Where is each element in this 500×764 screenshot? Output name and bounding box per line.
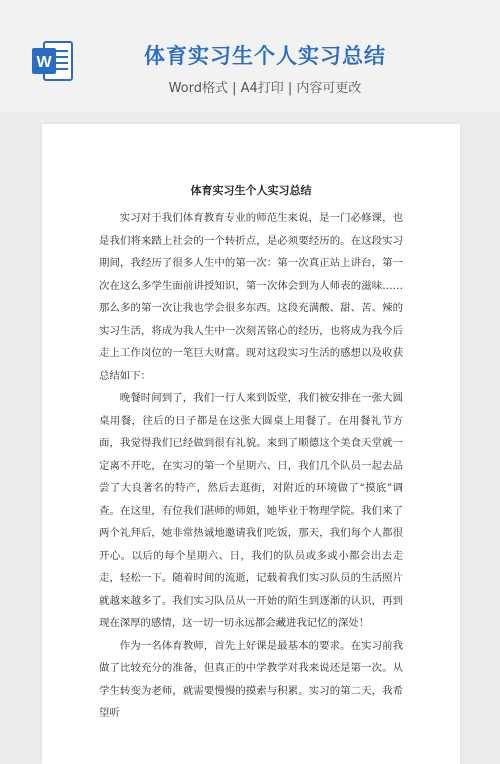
document-body <box>99 207 403 725</box>
page-title: 体育实习生个人实习总结 <box>144 44 386 68</box>
paragraph-1: 实习对于我们体育教育专业的师范生来说，是一门必修课，也是我们将来踏上社会的一个转折点，是必须要经历的。在这段实习期间，我经历了很多人生中的第一次：第一次真正站上讲台，第一次在这么多学生面前讲授知识，第一次体会到为人师表的滋味……那么多的第一次让我也学会很多东西。这段充满酸、甜、苦、辣的实习生活，将成为我人生中一次刻苦铭心的经历，也将成为我今后走上工作岗位的一笔巨大财富。现对这段实习生活的感想以及收获总结如下： <box>99 212 403 382</box>
page-subtitle: Word格式 | A4打印 | 内容可更改 <box>168 81 362 96</box>
paragraph-3: 作为一名体育教师，首先上好课是最基本的要求。在实习前我做了比较充分的准备，但真正的中学教学对我来说还是第一次。从学生转变为老师，就需要慢慢的摸索与积累。实习的第二天，我希望听 <box>99 639 403 719</box>
document-title: 体育实习生个人实习总结 <box>190 184 312 197</box>
word-icon-letter: W <box>36 54 52 71</box>
preview-header <box>0 0 500 112</box>
word-doc-icon <box>30 38 76 84</box>
paragraph-2: 晚餐时间到了，我们一行人来到饭堂，我们被安排在一张大圆桌用餐，往后的日子都是在这张大圆桌上用餐了。在用餐礼节方面，我觉得我们已经做到很有礼貌。来到了顺德这个美食天堂就一定离不开吃，在实习的第一个星期六、日，我们几个队员一起去品尝了大良著名的特产，然后去逛街，对附近的环境做了“摸底”调查。在这里，有位我们湛师的师姐，她毕业于物理学院。我们来了两个礼拜后，她非常热诚地邀请我们吃饭，那天，我们每个人都很开心。以后的每个星期六、日，我们的队员或多或小都会出去走走，轻松一下。随着时间的流逝，记载着我们实习队员的生活照片就越来越多了。我们实习队员从一开始的陌生到逐渐的认识，再到现在深厚的感情，这一切一切永远都会藏进我记忆的深处！ <box>99 392 403 629</box>
document-page <box>42 124 460 764</box>
